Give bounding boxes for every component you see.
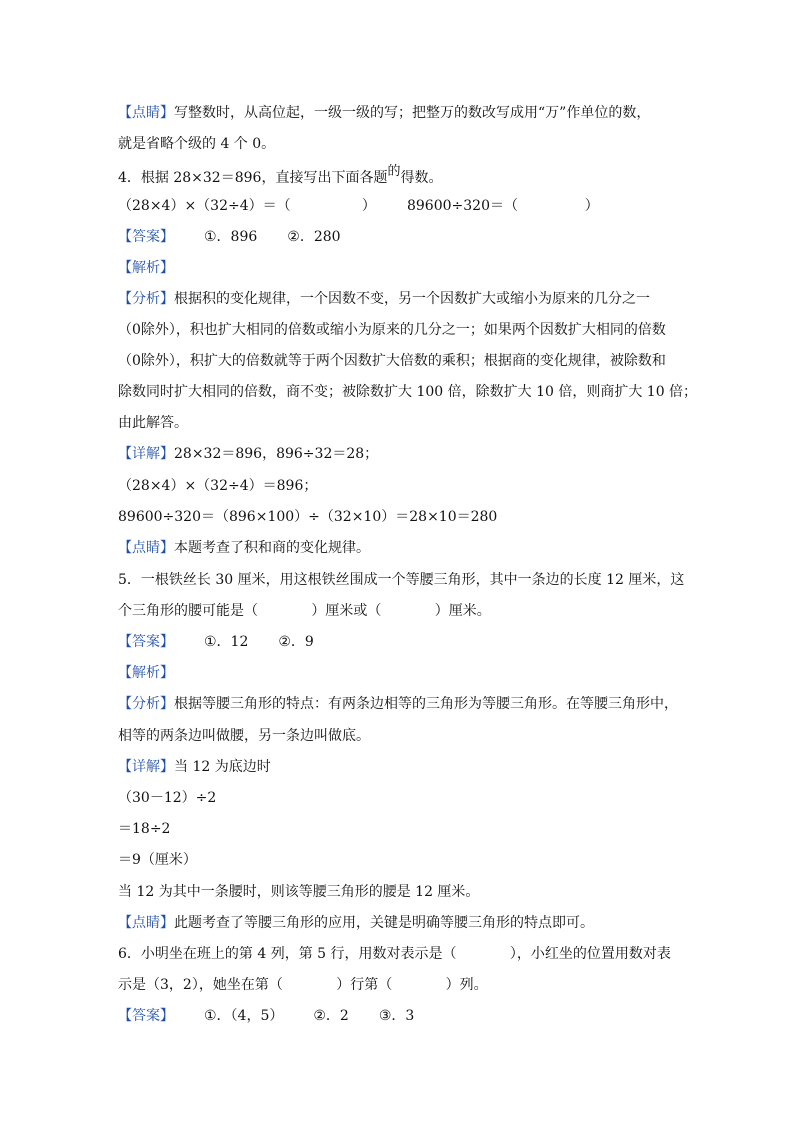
q5-calc-line2: ＝18÷2 [118, 821, 171, 837]
q4-answer-line [118, 227, 341, 247]
q4-xiangjie-line1 [118, 444, 378, 464]
q6-question-line1: 6．小明坐在班上的第 4 列，第 5 行，用数对表示是（ ），小红坐的位置用数对表 [118, 946, 671, 962]
q4-question [118, 164, 443, 189]
q5-jiexi-line [118, 663, 174, 683]
q4-fenxi-line4: 除数同时扩大相同的倍数，商不变；被除数扩大 100 倍，除数扩大 10 倍，则商扩大 10 倍； [118, 384, 698, 400]
q5-fenxi-line1 [118, 694, 678, 714]
dianjing-tag: 【点睛】 [118, 540, 174, 556]
jiexi-tag: 【解析】 [118, 665, 174, 681]
dianjing-tag: 【点睛】 [118, 915, 174, 931]
q4-xiangjie-line2: （28×4）×（32÷4）＝896； [118, 478, 318, 494]
q4-fenxi-line3: （0除外），积扩大的倍数就等于两个因数扩大倍数的乘积；根据商的变化规律，被除数和 [118, 353, 666, 369]
xiangjie-tag: 【详解】 [118, 759, 174, 775]
q5-calc-line1: （30－12）÷2 [118, 790, 217, 806]
q5-xiangjie-line1 [118, 757, 271, 777]
q6-question-line2: 示是（3，2），她坐在第（ ）行第（ ）列。 [118, 977, 488, 993]
fenxi-tag: 【分析】 [118, 291, 174, 307]
q4-dianjing-text: 本题考查了积和商的变化规律。 [174, 540, 370, 556]
xiangjie-tag: 【详解】 [118, 446, 174, 462]
q4-question-pre: 4．根据 28×32＝896，直接写出下面各题 [118, 170, 388, 186]
q5-question-line1: 5．一根铁丝长 30 厘米，用这根铁丝围成一个等腰三角形，其中一条边的长度 12 厘米，这 [118, 572, 685, 588]
q5-fenxi-line2: 相等的两条边叫做腰，另一条边叫做底。 [118, 728, 370, 744]
daan-tag: 【答案】 [118, 634, 174, 650]
q6-answer-line [118, 1006, 414, 1026]
q5-dianjing-line [118, 913, 594, 933]
q3-dianjing-text1: 写整数时，从高位起，一级一级的写；把整万的数改写成用“万”作单位的数， [174, 105, 651, 121]
q4-question-sup: 的 [387, 164, 401, 179]
q5-question-line2: 个三角形的腰可能是（ ）厘米或（ ）厘米。 [118, 603, 491, 619]
dianjing-tag: 【点睛】 [118, 105, 174, 121]
q5-xiangjie-text1: 当 12 为底边时 [174, 759, 271, 775]
q4-answer-2: ②．280 [287, 229, 341, 245]
q4-xiangjie-text1: 28×32＝896，896÷32＝28； [174, 446, 379, 462]
q4-xiangjie-line3: 89600÷320＝（896×100）÷（32×10）＝28×10＝280 [118, 509, 498, 525]
q3-dianjing-line2: 就是省略个级的 4 个 0。 [118, 136, 276, 152]
daan-tag: 【答案】 [118, 1008, 174, 1024]
jiexi-tag: 【解析】 [118, 260, 174, 276]
q4-answer-1: ①．896 [204, 229, 258, 245]
q4-fenxi-text1: 根据积的变化规律，一个因数不变，另一个因数扩大或缩小为原来的几分之一 [174, 291, 650, 307]
q5-answer-2: ②．9 [278, 634, 314, 650]
q5-calc-line3: ＝9（厘米） [118, 852, 197, 868]
q3-dianjing-line1 [118, 103, 650, 123]
q4-blanks: （28×4）×（32÷4）＝（ ） 89600÷320＝（ ） [118, 198, 599, 214]
q4-question-post: 得数。 [400, 170, 443, 186]
fenxi-tag: 【分析】 [118, 696, 174, 712]
q6-answer-1: ①．（4，5） [204, 1008, 284, 1024]
q4-fenxi-line1 [118, 289, 650, 309]
q5-answer-line [118, 632, 314, 652]
daan-tag: 【答案】 [118, 229, 174, 245]
q6-answer-3: ③．3 [378, 1008, 415, 1024]
q5-conclusion: 当 12 为其中一条腰时，则该等腰三角形的腰是 12 厘米。 [118, 884, 480, 900]
q5-dianjing-text: 此题考查了等腰三角形的应用，关键是明确等腰三角形的特点即可。 [174, 915, 594, 931]
q6-answer-2: ②．2 [313, 1008, 349, 1024]
q5-fenxi-text1: 根据等腰三角形的特点：有两条边相等的三角形为等腰三角形。在等腰三角形中， [174, 696, 678, 712]
q4-dianjing-line [118, 538, 370, 558]
q4-fenxi-line2: （0除外），积也扩大相同的倍数或缩小为原来的几分之一；如果两个因数扩大相同的倍数 [118, 322, 666, 338]
q5-answer-1: ①．12 [204, 634, 249, 650]
q4-fenxi-line5: 由此解答。 [118, 415, 188, 431]
q4-jiexi-line [118, 258, 174, 278]
